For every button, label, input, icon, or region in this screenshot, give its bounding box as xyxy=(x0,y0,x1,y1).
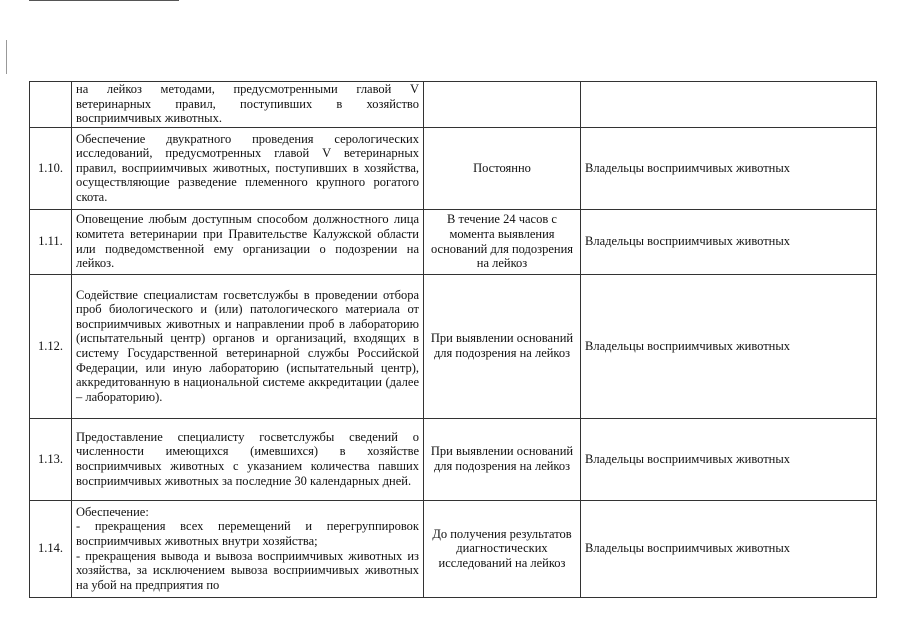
row-number: 1.13. xyxy=(30,419,72,501)
measure-text: Содействие специалистам госветслужбы в проведении отбора проб биологического и (или) патологического материала от восприимчивых животных и направлении проб в лабораторию (испытательный центр) органов и организаций, входящих в систему Государственной ветеринарной службы Российской Федерации, или иную лабораторию (испытательный центр), аккредитованную в национальной системе аккредитации (далее – лабораторию). xyxy=(72,275,424,419)
measure-line: - прекращения всех перемещений и перегруппировок восприимчивых животных внутри хозяйства; xyxy=(76,519,419,548)
measures-table xyxy=(29,81,877,598)
deadline-text: В течение 24 часов с момента выявления оснований для подозрения на лейкоз xyxy=(424,210,581,275)
deadline-text: Постоянно xyxy=(424,128,581,210)
measure-text: Обеспечение двукратного проведения серологических исследований, предусмотренных главой V ветеринарных правил, восприимчивых животных, поступивших в хозяйства, осуществляющие разведение племенного крупного рогатого скота. xyxy=(72,128,424,210)
measure-line: Обеспечение: xyxy=(76,504,149,519)
measure-text: на лейкоз методами, предусмотренными главой V ветеринарных правил, поступивших в хозяйство восприимчивых животных. xyxy=(72,82,424,128)
measure-text: Предоставление специалисту госветслужбы сведений о численности имеющихся (имевшихся) в хозяйстве восприимчивых животных с указанием количества павших восприимчивых животных за последние 30 календарных дней. xyxy=(72,419,424,501)
table-row xyxy=(30,275,877,419)
measure-text xyxy=(72,501,424,598)
responsible-text: Владельцы восприимчивых животных xyxy=(581,501,877,598)
responsible-text: Владельцы восприимчивых животных xyxy=(581,275,877,419)
measure-text: Оповещение любым доступным способом должностного лица комитета ветеринарии при Правительстве Калужской области или подведомственной ему организации о подозрении на лейкоз. xyxy=(72,210,424,275)
table-row xyxy=(30,419,877,501)
table-row xyxy=(30,501,877,598)
deadline-text: До получения результатов диагностических исследований на лейкоз xyxy=(424,501,581,598)
header-rule xyxy=(29,0,179,1)
table-row xyxy=(30,210,877,275)
row-number xyxy=(30,82,72,128)
responsible-text: Владельцы восприимчивых животных xyxy=(581,419,877,501)
responsible-text: Владельцы восприимчивых животных xyxy=(581,128,877,210)
deadline-text: При выявлении оснований для подозрения на лейкоз xyxy=(424,275,581,419)
deadline-text: При выявлении оснований для подозрения на лейкоз xyxy=(424,419,581,501)
deadline-text xyxy=(424,82,581,128)
scan-margin-mark xyxy=(6,40,7,74)
row-number: 1.14. xyxy=(30,501,72,598)
row-number: 1.10. xyxy=(30,128,72,210)
responsible-text: Владельцы восприимчивых животных xyxy=(581,210,877,275)
measure-line: - прекращения вывода и вывоза восприимчивых животных из хозяйства, за исключением вывоза восприимчивых животных на убой на предприятия по xyxy=(76,548,419,592)
table-row xyxy=(30,128,877,210)
responsible-text xyxy=(581,82,877,128)
row-number: 1.11. xyxy=(30,210,72,275)
row-number: 1.12. xyxy=(30,275,72,419)
table-row xyxy=(30,82,877,128)
